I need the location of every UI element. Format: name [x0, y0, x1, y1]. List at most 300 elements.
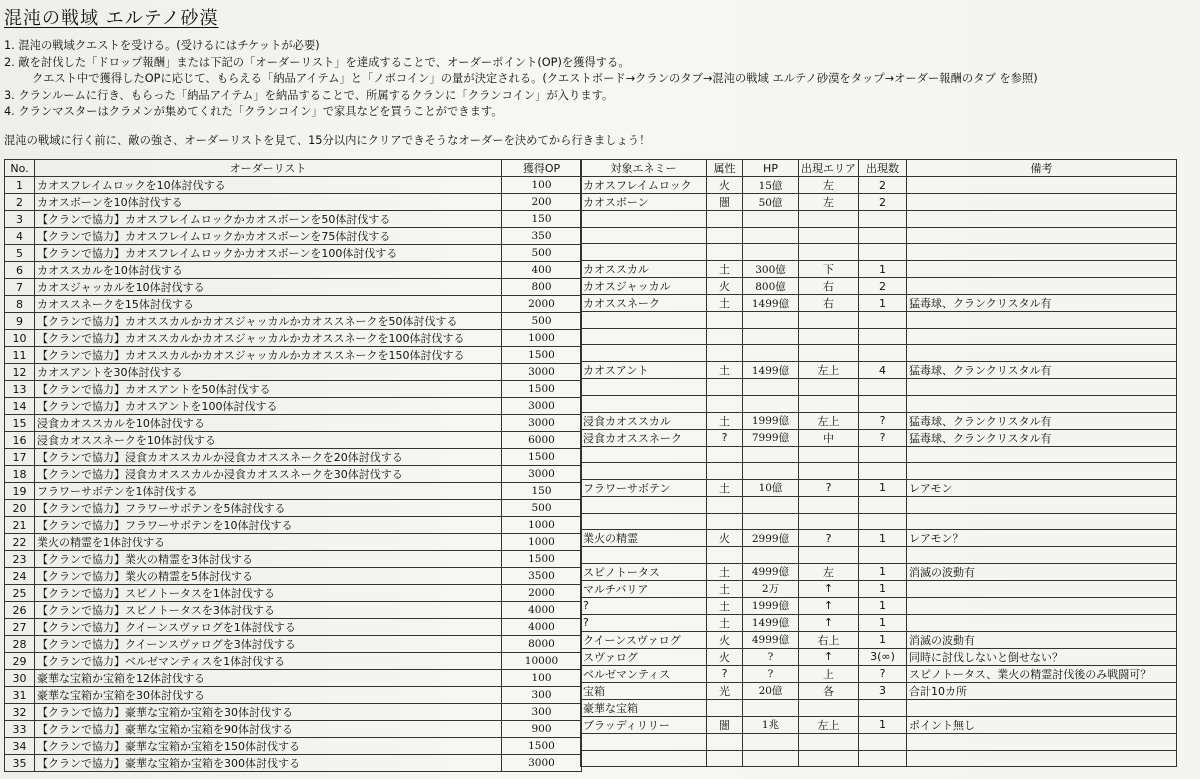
enemy-row	[581, 648, 1177, 665]
order-text-cell: 【クランで協力】カオスアントを50体討伐する	[35, 381, 502, 398]
enemy-note-cell	[907, 699, 1177, 716]
enemy-row	[581, 496, 1177, 513]
enemy-name-cell: 浸食カオススネーク	[581, 429, 707, 446]
order-text-cell: 豪華な宝箱か宝箱を12体討伐する	[35, 670, 502, 687]
order-no-cell: 18	[5, 466, 35, 483]
order-op-cell: 1500	[502, 347, 582, 364]
enemy-hp-cell: 20億	[743, 682, 799, 699]
order-no-cell: 27	[5, 619, 35, 636]
enemy-attr-cell	[707, 395, 743, 412]
order-text-cell: 【クランで協力】カオスフレイムロックかカオスボーンを100体討伐する	[35, 245, 502, 262]
enemy-note-cell	[907, 345, 1177, 362]
enemy-hp-cell	[743, 328, 799, 345]
enemy-hp-cell: 2万	[743, 580, 799, 597]
enemy-count-cell: 2	[859, 278, 907, 295]
enemy-name-cell: ブラッディリリー	[581, 716, 707, 733]
enemy-name-cell	[581, 211, 707, 228]
enemy-note-cell	[907, 177, 1177, 194]
order-text-cell: 【クランで協力】スピノトータスを3体討伐する	[35, 602, 502, 619]
order-no-cell: 16	[5, 432, 35, 449]
enemy-row	[581, 580, 1177, 597]
order-op-cell: 3000	[502, 415, 582, 432]
enemy-count-cell	[859, 345, 907, 362]
enemy-attr-cell: 土	[707, 580, 743, 597]
order-no-cell: 9	[5, 313, 35, 330]
enemy-attr-cell: ?	[707, 429, 743, 446]
enemy-attr-cell: 土	[707, 362, 743, 379]
enemy-name-cell: カオスフレイムロック	[581, 177, 707, 194]
order-no-cell: 21	[5, 517, 35, 534]
enemy-count-cell	[859, 227, 907, 244]
enemy-row	[581, 194, 1177, 211]
enemy-row	[581, 312, 1177, 329]
order-row	[5, 670, 582, 687]
enemy-area-cell	[799, 733, 859, 750]
order-row	[5, 517, 582, 534]
enemy-count-cell: 4	[859, 362, 907, 379]
order-text-cell: 【クランで協力】業火の精霊を5体討伐する	[35, 568, 502, 585]
order-row	[5, 245, 582, 262]
enemy-attr-cell: 闇	[707, 194, 743, 211]
order-no-cell: 17	[5, 449, 35, 466]
order-op-cell: 900	[502, 721, 582, 738]
enemy-hp-cell	[743, 496, 799, 513]
enemy-attr-cell: 土	[707, 479, 743, 496]
enemy-area-cell	[799, 496, 859, 513]
instruction-line: 混沌の戦域に行く前に、敵の強さ、オーダーリストを見て、15分以内にクリアできそうなオーダーを決めてから行きましょう！	[4, 133, 651, 147]
enemy-hp-cell: 4999億	[743, 563, 799, 580]
enemy-name-cell	[581, 227, 707, 244]
order-op-cell: 800	[502, 279, 582, 296]
enemy-row	[581, 429, 1177, 446]
enemy-row	[581, 665, 1177, 682]
enemy-name-cell	[581, 750, 707, 767]
enemy-attr-cell	[707, 547, 743, 564]
order-no-cell: 31	[5, 687, 35, 704]
enemy-area-cell	[799, 211, 859, 228]
order-text-cell: 【クランで協力】カオススカルかカオスジャッカルかカオススネークを150体討伐する	[35, 347, 502, 364]
enemy-count-cell: 1	[859, 580, 907, 597]
enemy-area-cell	[799, 379, 859, 396]
order-row	[5, 755, 582, 772]
enemy-row	[581, 547, 1177, 564]
order-row	[5, 636, 582, 653]
enemy-row	[581, 682, 1177, 699]
instruction-line: 1. 混沌の戦域クエストを受ける。(受けるにはチケットが必要)	[4, 39, 320, 52]
enemy-hp-cell: 800億	[743, 278, 799, 295]
order-op-cell: 3000	[502, 398, 582, 415]
enemy-name-cell	[581, 312, 707, 329]
order-no-cell: 19	[5, 483, 35, 500]
enemy-hp-cell	[743, 379, 799, 396]
order-text-cell: 【クランで協力】カオススカルかカオスジャッカルかカオススネークを50体討伐する	[35, 313, 502, 330]
enemy-area-cell	[799, 227, 859, 244]
enemy-hp-cell	[743, 463, 799, 480]
order-text-cell: 【クランで協力】カオスアントを100体討伐する	[35, 398, 502, 415]
enemy-count-cell: 1	[859, 716, 907, 733]
enemy-attr-cell	[707, 345, 743, 362]
enemy-name-cell: クイーンスヴァログ	[581, 631, 707, 648]
enemy-name-cell: カオスボーン	[581, 194, 707, 211]
enemy-note-cell	[907, 597, 1177, 614]
enemy-attr-cell: 闇	[707, 716, 743, 733]
order-list-table	[4, 159, 582, 772]
enemy-note-cell: 猛毒球、クランクリスタル有	[907, 295, 1177, 312]
order-text-cell: 【クランで協力】フラワーサボテンを5体討伐する	[35, 500, 502, 517]
enemy-name-cell	[581, 547, 707, 564]
enemy-count-cell	[859, 244, 907, 261]
enemy-note-cell	[907, 379, 1177, 396]
page-title: 混沌の戦域 エルテノ砂漠	[4, 8, 219, 29]
order-op-cell: 2000	[502, 296, 582, 313]
order-text-cell: 【クランで協力】フラワーサボテンを10体討伐する	[35, 517, 502, 534]
enemy-name-cell: カオスジャッカル	[581, 278, 707, 295]
enemy-count-cell	[859, 211, 907, 228]
enemy-area-cell: 下	[799, 261, 859, 278]
order-row	[5, 330, 582, 347]
enemy-note-cell: 消滅の波動有	[907, 563, 1177, 580]
order-text-cell: 【クランで協力】豪華な宝箱か宝箱を150体討伐する	[35, 738, 502, 755]
enemy-attr-cell	[707, 227, 743, 244]
order-no-cell: 25	[5, 585, 35, 602]
enemy-area-cell: 右上	[799, 631, 859, 648]
order-text-cell: カオスフレイムロックを10体討伐する	[35, 177, 502, 194]
enemy-area-cell: 右	[799, 295, 859, 312]
enemy-name-cell: ベルゼマンティス	[581, 665, 707, 682]
enemy-area-cell	[799, 244, 859, 261]
enemy-row	[581, 750, 1177, 767]
enemy-name-cell: フラワーサボテン	[581, 479, 707, 496]
enemy-name-cell: 豪華な宝箱	[581, 699, 707, 716]
enemy-name-cell: スヴァログ	[581, 648, 707, 665]
order-no-cell: 15	[5, 415, 35, 432]
header-count: 出現数	[859, 160, 907, 177]
header-enemy: 対象エネミー	[581, 160, 707, 177]
order-text-cell: 【クランで協力】浸食カオススカルか浸食カオススネークを20体討伐する	[35, 449, 502, 466]
order-row	[5, 296, 582, 313]
enemy-attr-cell: 火	[707, 648, 743, 665]
enemy-count-cell	[859, 699, 907, 716]
order-op-cell: 1500	[502, 551, 582, 568]
order-op-cell: 500	[502, 313, 582, 330]
order-text-cell: 浸食カオススネークを10体討伐する	[35, 432, 502, 449]
order-text-cell: カオススカルを10体討伐する	[35, 262, 502, 279]
order-op-cell: 10000	[502, 653, 582, 670]
enemy-note-cell	[907, 328, 1177, 345]
enemy-hp-cell	[743, 750, 799, 767]
enemy-row	[581, 479, 1177, 496]
order-row	[5, 449, 582, 466]
order-op-cell: 100	[502, 177, 582, 194]
order-row	[5, 704, 582, 721]
enemy-name-cell	[581, 379, 707, 396]
enemy-area-cell: 右	[799, 278, 859, 295]
enemy-attr-cell	[707, 513, 743, 530]
order-no-cell: 22	[5, 534, 35, 551]
enemy-note-cell: 猛毒球、クランクリスタル有	[907, 412, 1177, 429]
enemy-hp-cell	[743, 699, 799, 716]
enemy-name-cell: スピノトータス	[581, 563, 707, 580]
order-row	[5, 279, 582, 296]
order-op-cell: 1500	[502, 381, 582, 398]
instruction-line: 3. クランルームに行き、もらった「納品アイテム」を納品することで、所属するクランに「クランコイン」が入ります。	[4, 88, 614, 102]
enemy-name-cell	[581, 328, 707, 345]
order-text-cell: カオスアントを30体討伐する	[35, 364, 502, 381]
order-no-cell: 28	[5, 636, 35, 653]
order-op-cell: 1000	[502, 330, 582, 347]
enemy-note-cell	[907, 395, 1177, 412]
order-row	[5, 653, 582, 670]
enemy-row	[581, 395, 1177, 412]
enemy-name-cell: カオススカル	[581, 261, 707, 278]
order-row	[5, 398, 582, 415]
enemy-hp-cell: 7999億	[743, 429, 799, 446]
enemy-row	[581, 716, 1177, 733]
enemy-hp-cell	[743, 547, 799, 564]
order-no-cell: 20	[5, 500, 35, 517]
order-row	[5, 364, 582, 381]
order-text-cell: カオスボーンを10体討伐する	[35, 194, 502, 211]
enemy-attr-cell	[707, 446, 743, 463]
enemy-count-cell: 1	[859, 631, 907, 648]
order-row	[5, 381, 582, 398]
order-op-cell: 6000	[502, 432, 582, 449]
order-op-cell: 200	[502, 194, 582, 211]
enemy-area-cell: 上	[799, 665, 859, 682]
enemy-hp-cell: 1499億	[743, 614, 799, 631]
enemy-count-cell	[859, 379, 907, 396]
enemy-area-cell: ?	[799, 530, 859, 547]
order-text-cell: 【クランで協力】業火の精霊を3体討伐する	[35, 551, 502, 568]
enemy-row	[581, 261, 1177, 278]
enemy-area-cell	[799, 463, 859, 480]
order-row	[5, 721, 582, 738]
enemy-count-cell	[859, 513, 907, 530]
enemy-note-cell	[907, 261, 1177, 278]
order-no-cell: 3	[5, 211, 35, 228]
order-text-cell: 【クランで協力】カオススカルかカオスジャッカルかカオススネークを100体討伐する	[35, 330, 502, 347]
enemy-note-cell	[907, 244, 1177, 261]
order-no-cell: 33	[5, 721, 35, 738]
order-no-cell: 1	[5, 177, 35, 194]
order-op-cell: 3000	[502, 364, 582, 381]
enemy-count-cell: ?	[859, 429, 907, 446]
order-no-cell: 24	[5, 568, 35, 585]
enemy-name-cell	[581, 345, 707, 362]
enemy-table	[580, 159, 1177, 767]
header-op: 獲得OP	[502, 160, 582, 177]
order-text-cell: 【クランで協力】豪華な宝箱か宝箱を90体討伐する	[35, 721, 502, 738]
enemy-attr-cell	[707, 244, 743, 261]
order-row	[5, 687, 582, 704]
order-text-cell: カオススネークを15体討伐する	[35, 296, 502, 313]
order-op-cell: 350	[502, 228, 582, 245]
enemy-note-cell: レアモン？	[907, 530, 1177, 547]
enemy-name-cell	[581, 244, 707, 261]
enemy-note-cell	[907, 750, 1177, 767]
order-row	[5, 432, 582, 449]
order-op-cell: 8000	[502, 636, 582, 653]
enemy-name-cell: 浸食カオススカル	[581, 412, 707, 429]
order-op-cell: 3000	[502, 466, 582, 483]
order-no-cell: 8	[5, 296, 35, 313]
order-row	[5, 228, 582, 245]
order-text-cell: 【クランで協力】浸食カオススカルか浸食カオススネークを30体討伐する	[35, 466, 502, 483]
enemy-count-cell: 2	[859, 177, 907, 194]
order-op-cell: 1000	[502, 517, 582, 534]
enemy-hp-cell: 50億	[743, 194, 799, 211]
enemy-note-cell: ポイント無し	[907, 716, 1177, 733]
instruction-line: クエスト中で獲得したOPに応じて、もらえる「納品アイテム」と「ノボコイン」の量が決定される。(クエストボード→クランのタブ→混沌の戦域 エルテノ砂漠をタップ→オーダー報酬のタブ を参照)	[32, 72, 1038, 86]
enemy-note-cell	[907, 463, 1177, 480]
order-row	[5, 211, 582, 228]
order-text-cell: 豪華な宝箱か宝箱を30体討伐する	[35, 687, 502, 704]
enemy-count-cell	[859, 733, 907, 750]
enemy-area-cell	[799, 446, 859, 463]
enemy-name-cell	[581, 463, 707, 480]
order-op-cell: 150	[502, 483, 582, 500]
order-op-cell: 1000	[502, 534, 582, 551]
enemy-attr-cell	[707, 463, 743, 480]
enemy-attr-cell	[707, 750, 743, 767]
order-op-cell: 2000	[502, 585, 582, 602]
enemy-name-cell: カオススネーク	[581, 295, 707, 312]
enemy-area-cell: 中	[799, 429, 859, 446]
enemy-count-cell	[859, 750, 907, 767]
enemy-note-cell: レアモン	[907, 479, 1177, 496]
enemy-area-cell: ↑	[799, 614, 859, 631]
order-row	[5, 738, 582, 755]
enemy-note-cell	[907, 496, 1177, 513]
enemy-hp-cell	[743, 211, 799, 228]
enemy-note-cell: 消滅の波動有	[907, 631, 1177, 648]
enemy-attr-cell	[707, 312, 743, 329]
enemy-name-cell: カオスアント	[581, 362, 707, 379]
enemy-area-cell: 左	[799, 177, 859, 194]
enemy-row	[581, 211, 1177, 228]
order-row	[5, 568, 582, 585]
enemy-area-cell	[799, 547, 859, 564]
order-row	[5, 415, 582, 432]
enemy-attr-cell	[707, 379, 743, 396]
enemy-note-cell	[907, 194, 1177, 211]
enemy-hp-cell: 300億	[743, 261, 799, 278]
enemy-count-cell: 1	[859, 597, 907, 614]
enemy-hp-cell: 15億	[743, 177, 799, 194]
enemy-count-cell: ?	[859, 412, 907, 429]
enemy-hp-cell	[743, 227, 799, 244]
header-note: 備考	[907, 160, 1177, 177]
enemy-count-cell: 1	[859, 563, 907, 580]
order-no-cell: 4	[5, 228, 35, 245]
enemy-row	[581, 513, 1177, 530]
order-row	[5, 483, 582, 500]
enemy-attr-cell	[707, 328, 743, 345]
enemy-hp-cell	[743, 244, 799, 261]
enemy-area-cell	[799, 513, 859, 530]
enemy-area-cell: ?	[799, 479, 859, 496]
enemy-row	[581, 295, 1177, 312]
enemy-row	[581, 563, 1177, 580]
order-no-cell: 5	[5, 245, 35, 262]
order-op-cell: 1500	[502, 449, 582, 466]
order-no-cell: 11	[5, 347, 35, 364]
order-text-cell: 【クランで協力】クイーンスヴァログを3体討伐する	[35, 636, 502, 653]
order-no-cell: 10	[5, 330, 35, 347]
enemy-note-cell	[907, 312, 1177, 329]
order-no-cell: 23	[5, 551, 35, 568]
enemy-row	[581, 597, 1177, 614]
enemy-row	[581, 379, 1177, 396]
enemy-count-cell: 1	[859, 530, 907, 547]
order-text-cell: 【クランで協力】豪華な宝箱か宝箱を30体討伐する	[35, 704, 502, 721]
enemy-note-cell: 合計10カ所	[907, 682, 1177, 699]
order-op-cell: 4000	[502, 619, 582, 636]
order-no-cell: 34	[5, 738, 35, 755]
enemy-attr-cell: 土	[707, 614, 743, 631]
enemy-area-cell: ↑	[799, 580, 859, 597]
enemy-attr-cell: 火	[707, 278, 743, 295]
order-header-row	[5, 160, 582, 177]
order-text-cell: 浸食カオススカルを10体討伐する	[35, 415, 502, 432]
enemy-note-cell: 猛毒球、クランクリスタル有	[907, 362, 1177, 379]
enemy-attr-cell: 土	[707, 563, 743, 580]
enemy-attr-cell: ?	[707, 665, 743, 682]
enemy-area-cell: 各	[799, 682, 859, 699]
enemy-name-cell: 宝箱	[581, 682, 707, 699]
enemy-row	[581, 699, 1177, 716]
enemy-row	[581, 345, 1177, 362]
enemy-note-cell	[907, 513, 1177, 530]
order-op-cell: 1500	[502, 738, 582, 755]
order-no-cell: 14	[5, 398, 35, 415]
enemy-row	[581, 530, 1177, 547]
order-row	[5, 347, 582, 364]
enemy-count-cell: ?	[859, 665, 907, 682]
enemy-name-cell: 業火の精霊	[581, 530, 707, 547]
enemy-note-cell	[907, 227, 1177, 244]
enemy-name-cell: マルチバリア	[581, 580, 707, 597]
order-op-cell: 300	[502, 687, 582, 704]
order-no-cell: 26	[5, 602, 35, 619]
enemy-note-cell	[907, 614, 1177, 631]
order-text-cell: カオスジャッカルを10体討伐する	[35, 279, 502, 296]
enemy-area-cell: 左上	[799, 716, 859, 733]
order-text-cell: 【クランで協力】カオスフレイムロックかカオスボーンを50体討伐する	[35, 211, 502, 228]
enemy-note-cell: スピノトータス、業火の精霊討伐後のみ戦闘可？	[907, 665, 1177, 682]
order-row	[5, 585, 582, 602]
order-no-cell: 7	[5, 279, 35, 296]
enemy-area-cell: 左上	[799, 412, 859, 429]
instruction-line: 2. 敵を討伐した「ドロップ報酬」または下記の「オーダーリスト」を達成することで、オーダーポイント(OP)を獲得する。	[4, 55, 630, 69]
enemy-attr-cell: 光	[707, 682, 743, 699]
enemy-count-cell	[859, 463, 907, 480]
order-text-cell: 【クランで協力】クイーンスヴァログを1体討伐する	[35, 619, 502, 636]
enemy-row	[581, 362, 1177, 379]
order-row	[5, 262, 582, 279]
order-op-cell: 500	[502, 245, 582, 262]
order-text-cell: 【クランで協力】スピノトータスを1体討伐する	[35, 585, 502, 602]
instructions	[4, 38, 1038, 150]
enemy-name-cell	[581, 496, 707, 513]
order-op-cell: 400	[502, 262, 582, 279]
enemy-attr-cell: 火	[707, 631, 743, 648]
enemy-name-cell: ?	[581, 614, 707, 631]
enemy-area-cell	[799, 312, 859, 329]
enemy-attr-cell: 土	[707, 412, 743, 429]
enemy-count-cell: 1	[859, 614, 907, 631]
enemy-hp-cell	[743, 395, 799, 412]
